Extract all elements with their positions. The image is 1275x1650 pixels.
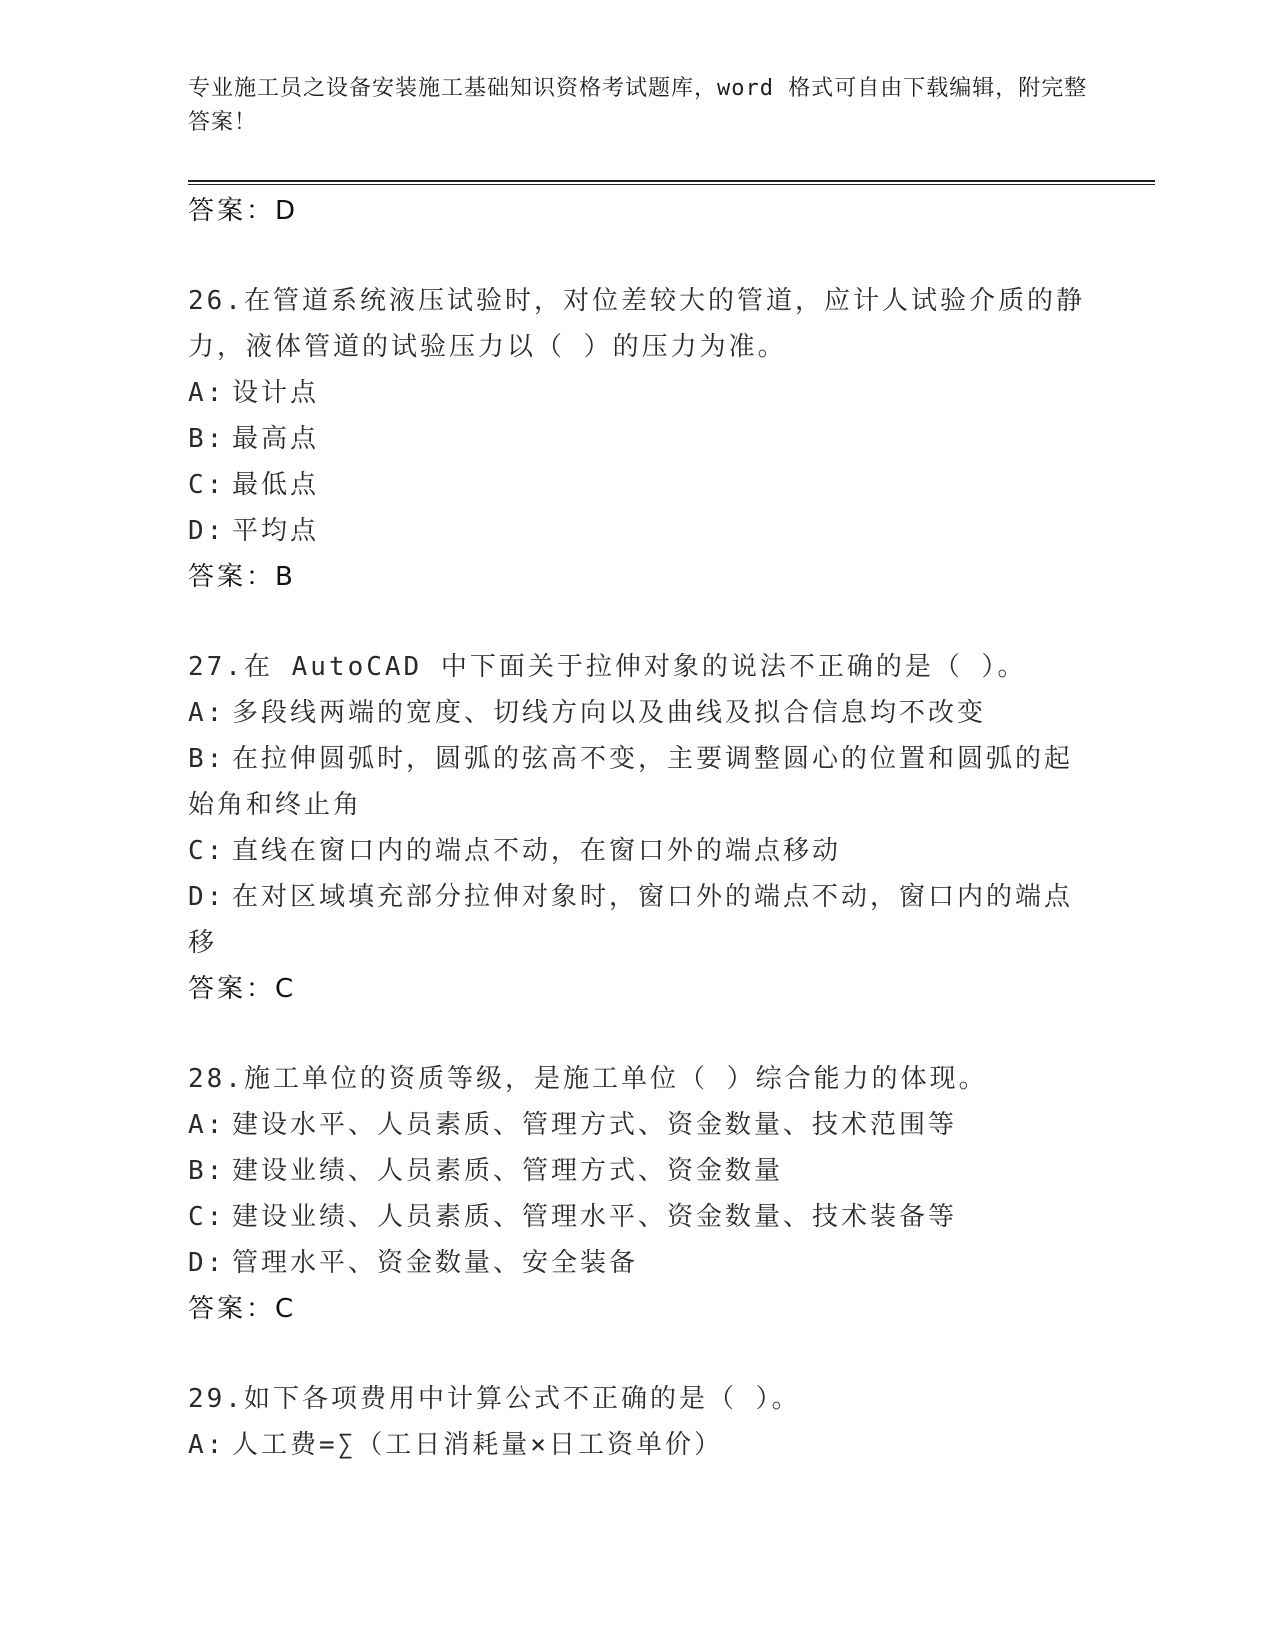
- option-text: 建设水平、人员素质、管理方式、资金数量、技术范围等: [232, 1110, 958, 1140]
- question-stem-line: 29.如下各项费用中计算公式不正确的是（ ）。: [188, 1384, 801, 1414]
- option-b-continued: 始角和终止角: [188, 790, 363, 820]
- option-label: D:: [188, 882, 226, 912]
- question-28: [188, 1056, 1088, 1332]
- question-list: [188, 188, 1088, 1468]
- option-b: [188, 416, 1088, 462]
- option-a: [188, 690, 1088, 736]
- option-label: C:: [188, 836, 226, 866]
- option-text: 在对区域填充部分拉伸对象时，窗口外的端点不动，窗口内的端点: [232, 882, 1074, 912]
- option-c: [188, 1194, 1088, 1240]
- option-label: B:: [188, 1156, 226, 1186]
- option-text: 建设业绩、人员素质、管理方式、资金数量: [232, 1156, 784, 1186]
- option-d: [188, 508, 1088, 554]
- question-stem-line: 28.施工单位的资质等级，是施工单位（ ）综合能力的体现。: [188, 1064, 988, 1094]
- answer-28: 答案：C: [188, 1294, 297, 1324]
- option-a: [188, 370, 1088, 416]
- question-stem-line: 力，液体管道的试验压力以（ ）的压力为准。: [188, 332, 787, 362]
- option-label: B:: [188, 744, 226, 774]
- option-c: [188, 828, 1088, 874]
- option-text: 平均点: [232, 516, 320, 546]
- answer-27: 答案：C: [188, 974, 297, 1004]
- option-b: [188, 736, 1088, 782]
- option-text: 管理水平、资金数量、安全装备: [232, 1248, 639, 1278]
- option-label: D:: [188, 1248, 226, 1278]
- option-label: A:: [188, 1430, 226, 1460]
- answer-25: 答案：D: [188, 196, 299, 226]
- option-label: A:: [188, 1110, 226, 1140]
- option-text: 在拉伸圆弧时，圆弧的弦高不变，主要调整圆心的位置和圆弧的起: [232, 744, 1074, 774]
- question-stem-line: 27.在 AutoCAD 中下面关于拉伸对象的说法不正确的是（ ）。: [188, 652, 1027, 682]
- option-c: [188, 462, 1088, 508]
- option-text: 设计点: [232, 378, 320, 408]
- option-label: C:: [188, 1202, 226, 1232]
- option-label: B:: [188, 424, 226, 454]
- question-26: [188, 278, 1088, 600]
- option-a: [188, 1422, 1088, 1468]
- header-rule-thin: [188, 184, 1155, 185]
- option-text: 最低点: [232, 470, 320, 500]
- question-27: [188, 644, 1088, 1012]
- option-d-continued: 移: [188, 928, 218, 958]
- option-text: 最高点: [232, 424, 320, 454]
- option-d: [188, 1240, 1088, 1286]
- option-text: 建设业绩、人员素质、管理水平、资金数量、技术装备等: [232, 1202, 958, 1232]
- option-label: A:: [188, 698, 226, 728]
- option-b: [188, 1148, 1088, 1194]
- answer-26: 答案：B: [188, 562, 296, 592]
- option-text: 多段线两端的宽度、切线方向以及曲线及拟合信息均不改变: [232, 698, 987, 728]
- question-29: [188, 1376, 1088, 1468]
- question-stem-line: 26.在管道系统液压试验时，对位差较大的管道，应计人试验介质的静: [188, 286, 1085, 316]
- option-a: [188, 1102, 1088, 1148]
- option-label: D:: [188, 516, 226, 546]
- header-rule-thick: [188, 180, 1155, 182]
- option-text: 人工费=∑（工日消耗量×日工资单价）: [232, 1430, 723, 1460]
- option-label: C:: [188, 470, 226, 500]
- option-label: A:: [188, 378, 226, 408]
- option-d: [188, 874, 1088, 920]
- document-header: 专业施工员之设备安装施工基础知识资格考试题库，word 格式可自由下载编辑，附完整答案！: [188, 76, 1088, 135]
- option-text: 直线在窗口内的端点不动，在窗口外的端点移动: [232, 836, 842, 866]
